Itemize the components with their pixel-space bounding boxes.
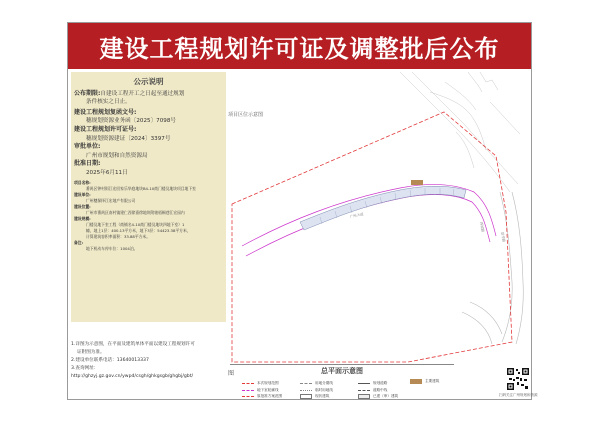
reply-value: 穗规划资源业务函〔2025〕7098号 <box>86 118 177 125</box>
legend-swatch <box>300 390 312 391</box>
legend-caption: 图 <box>228 370 235 377</box>
date-value: 2025年6月11日 <box>86 169 128 176</box>
planning-boundary <box>232 112 512 362</box>
legend-item: 现状建筑 <box>300 394 329 399</box>
notice-board <box>67 22 538 400</box>
legend-item: 主要建筑 <box>410 379 439 384</box>
legend-item: 本次规划范围 <box>242 381 279 386</box>
scale-value-3: 计算建筑容积率面积：33.88平方米。 <box>86 233 151 239</box>
legend-swatch <box>358 394 370 399</box>
date-label: 批准日期: <box>74 160 101 168</box>
remark-label: 备注: <box>74 239 84 245</box>
svg-text:西坡路: 西坡路 <box>479 221 485 233</box>
site-location-label: 项目区位示意图 <box>228 112 264 118</box>
unit-value: 广州穗保择江宏地产有限公司 <box>86 197 136 203</box>
svg-text:广州大道: 广州大道 <box>349 212 364 219</box>
location-label: 建设位置: <box>74 203 91 209</box>
footer-line-1: 1.详图为示意图，在平面及建筑单体平面以建设工程规划许可 <box>71 342 195 347</box>
location-value: 广州市番禺区南村镇建仁西徐嘉徐地块附辖梧桐巷江宏园内 <box>86 209 185 215</box>
legend-swatch <box>300 383 312 384</box>
footer-notes <box>71 341 226 381</box>
legend-swatch <box>242 383 254 384</box>
road <box>462 192 523 344</box>
footer-line-1b: 证附图为准。 <box>77 350 105 355</box>
project-name-label: 项目名称: <box>74 179 91 185</box>
legend-item: 已建（审）建筑 <box>358 394 398 399</box>
site-plan-map <box>230 72 530 362</box>
legend-swatch <box>300 394 312 399</box>
legend-swatch <box>358 390 370 391</box>
notice-panel <box>71 72 226 322</box>
context-lines <box>400 72 520 192</box>
qr-label: 扫码关注广州规划和资源 <box>499 393 538 397</box>
legend-swatch <box>242 390 254 391</box>
legend-item: 临时用地线 <box>300 388 333 393</box>
banner-title: 建设工程规划许可证及调整批后公布 <box>68 23 531 69</box>
scale-value-1: 门楼及地下室工程（商铺名4-10商门楼及地块四地下室）1 <box>86 221 185 227</box>
permit-label: 建设工程规划许可证号: <box>74 125 137 133</box>
remark-value: 地下机动车停车位：1004泊。 <box>86 245 138 251</box>
approver-label: 审批单位: <box>74 143 101 151</box>
legend-item: 地下室轮廓线 <box>242 388 279 393</box>
legend-item: 原批准方案范围 <box>242 394 282 399</box>
building-strip <box>300 186 466 230</box>
announce-label: 公布期限: <box>74 89 101 97</box>
legend-swatch <box>242 396 254 397</box>
footer-line-2: 2.建设单位联系电话：13640013337 <box>71 358 149 363</box>
footer-url-link[interactable]: http://ghzyj.gz.gov.cn/ywpd/csgh/ghkgsgb/ghgbj/gbt/ <box>71 374 194 379</box>
scale-value-2: 幢，地上1层：400.13平方米，地下3层：54423.38平方米， <box>86 227 191 233</box>
legend-item: 道路中线 <box>358 388 387 393</box>
announce-row <box>74 90 223 99</box>
qr-code-icon <box>506 367 530 391</box>
notice-title: 公示说明 <box>133 77 164 86</box>
footer-line-3: 3.查询网址： <box>71 366 99 371</box>
scale-label: 建设规模: <box>74 215 91 221</box>
approver-value: 广州市规划和自然资源局 <box>86 152 148 159</box>
svg-text:景华路: 景华路 <box>500 231 506 243</box>
legend-title: 总平面示意图 <box>321 367 363 375</box>
permit-value: 穗规划资源建证〔2024〕3397号 <box>86 135 171 142</box>
project-name-value: 番禺区钟村街江宏回家乐华庭地块B4-10商门楼及地块项目地下室 <box>86 185 196 191</box>
legend-item: 用地分期线 <box>300 381 333 386</box>
legend-item: 规划道路 <box>358 381 387 386</box>
announce-text-1: 自建设工程开工之日起至通过规划 <box>100 90 185 97</box>
legend-swatch <box>358 383 370 384</box>
reply-label: 建设工程规划复函文号: <box>74 108 137 116</box>
legend <box>230 364 454 399</box>
announce-text-2: 条件核实之日止。 <box>86 99 131 106</box>
main-building <box>411 180 423 185</box>
legend-swatch <box>410 379 422 384</box>
unit-label: 建设单位: <box>74 191 91 197</box>
